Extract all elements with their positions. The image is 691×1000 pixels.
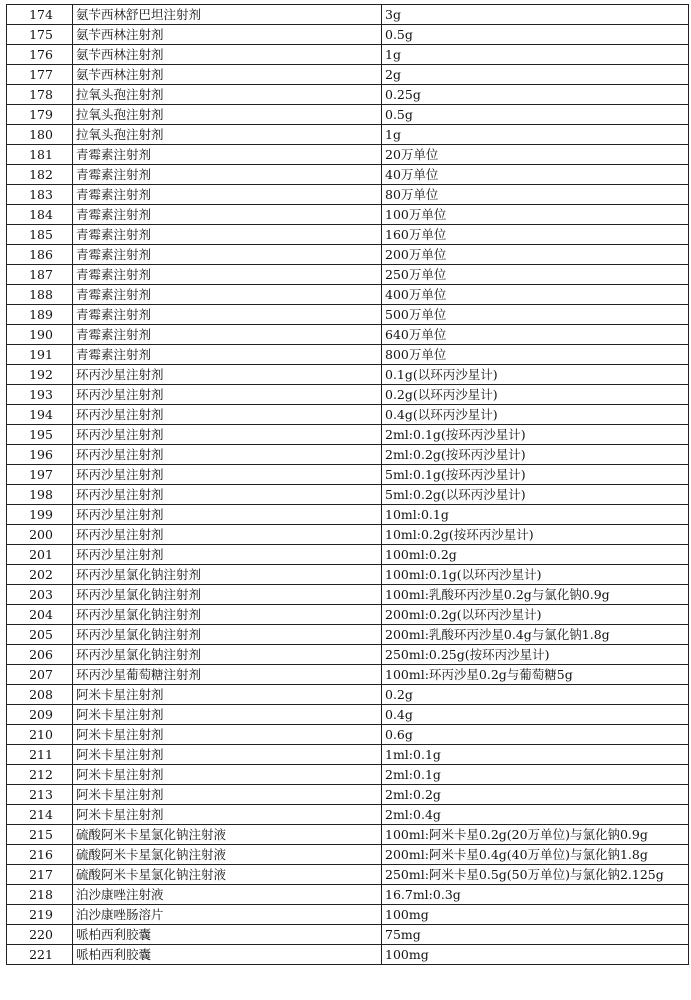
drug-name: 硫酸阿米卡星氯化钠注射液 [73, 825, 382, 845]
row-number: 195 [7, 425, 73, 445]
drug-spec: 0.2g(以环丙沙星计) [382, 385, 689, 405]
drug-spec: 250万单位 [382, 265, 689, 285]
drug-spec: 2ml:0.1g [382, 765, 689, 785]
drug-spec: 200ml:阿米卡星0.4g(40万单位)与氯化钠1.8g [382, 845, 689, 865]
row-number: 216 [7, 845, 73, 865]
drug-name: 环丙沙星氯化钠注射剂 [73, 625, 382, 645]
table-row [7, 325, 689, 345]
table-row [7, 845, 689, 865]
table-row [7, 945, 689, 965]
drug-name: 硫酸阿米卡星氯化钠注射液 [73, 865, 382, 885]
table-row [7, 505, 689, 525]
drug-name: 环丙沙星注射剂 [73, 485, 382, 505]
drug-spec: 100万单位 [382, 205, 689, 225]
drug-spec: 200万单位 [382, 245, 689, 265]
table-row [7, 765, 689, 785]
table-row [7, 785, 689, 805]
row-number: 184 [7, 205, 73, 225]
row-number: 175 [7, 25, 73, 45]
row-number: 178 [7, 85, 73, 105]
table-row [7, 825, 689, 845]
drug-spec: 100ml:阿米卡星0.2g(20万单位)与氯化钠0.9g [382, 825, 689, 845]
row-number: 206 [7, 645, 73, 665]
row-number: 212 [7, 765, 73, 785]
table-row [7, 345, 689, 365]
drug-name: 硫酸阿米卡星氯化钠注射液 [73, 845, 382, 865]
drug-name: 环丙沙星氯化钠注射剂 [73, 645, 382, 665]
drug-spec: 640万单位 [382, 325, 689, 345]
drug-name: 拉氧头孢注射剂 [73, 105, 382, 125]
drug-spec: 1ml:0.1g [382, 745, 689, 765]
table-row [7, 465, 689, 485]
drug-spec: 0.5g [382, 25, 689, 45]
drug-spec: 5ml:0.1g(按环丙沙星计) [382, 465, 689, 485]
drug-name: 环丙沙星注射剂 [73, 445, 382, 465]
drug-spec: 500万单位 [382, 305, 689, 325]
drug-name: 氨苄西林注射剂 [73, 25, 382, 45]
drug-name: 氨苄西林注射剂 [73, 65, 382, 85]
table-row [7, 205, 689, 225]
table-row [7, 365, 689, 385]
drug-spec: 0.6g [382, 725, 689, 745]
drug-spec: 2ml:0.2g [382, 785, 689, 805]
drug-name: 环丙沙星注射剂 [73, 465, 382, 485]
drug-spec: 10ml:0.2g(按环丙沙星计) [382, 525, 689, 545]
drug-name: 哌柏西利胶囊 [73, 925, 382, 945]
row-number: 188 [7, 285, 73, 305]
drug-name: 阿米卡星注射剂 [73, 745, 382, 765]
drug-name: 哌柏西利胶囊 [73, 945, 382, 965]
row-number: 203 [7, 585, 73, 605]
drug-spec: 200ml:0.2g(以环丙沙星计) [382, 605, 689, 625]
table-row [7, 405, 689, 425]
drug-spec: 100ml:0.2g [382, 545, 689, 565]
row-number: 205 [7, 625, 73, 645]
drug-spec: 100mg [382, 905, 689, 925]
row-number: 199 [7, 505, 73, 525]
drug-name: 环丙沙星注射剂 [73, 525, 382, 545]
row-number: 218 [7, 885, 73, 905]
drug-name: 青霉素注射剂 [73, 205, 382, 225]
drug-spec: 0.4g(以环丙沙星计) [382, 405, 689, 425]
drug-name: 拉氧头孢注射剂 [73, 85, 382, 105]
row-number: 221 [7, 945, 73, 965]
drug-spec: 0.4g [382, 705, 689, 725]
row-number: 202 [7, 565, 73, 585]
drug-spec: 2ml:0.1g(按环丙沙星计) [382, 425, 689, 445]
drug-name: 环丙沙星葡萄糖注射剂 [73, 665, 382, 685]
table-row [7, 605, 689, 625]
drug-spec: 1g [382, 125, 689, 145]
table-row [7, 865, 689, 885]
table-row [7, 805, 689, 825]
drug-spec: 160万单位 [382, 225, 689, 245]
table-row [7, 685, 689, 705]
row-number: 213 [7, 785, 73, 805]
drug-name: 阿米卡星注射剂 [73, 685, 382, 705]
table-row [7, 425, 689, 445]
drug-spec: 250ml:阿米卡星0.5g(50万单位)与氯化钠2.125g [382, 865, 689, 885]
drug-spec: 16.7ml:0.3g [382, 885, 689, 905]
table-row [7, 125, 689, 145]
table-row [7, 545, 689, 565]
drug-name: 环丙沙星氯化钠注射剂 [73, 605, 382, 625]
table-row [7, 485, 689, 505]
table-row [7, 585, 689, 605]
drug-name: 青霉素注射剂 [73, 185, 382, 205]
drug-spec: 1g [382, 45, 689, 65]
drug-spec-table [6, 4, 689, 965]
table-row [7, 285, 689, 305]
table-body [7, 5, 689, 965]
table-row [7, 25, 689, 45]
table-row [7, 185, 689, 205]
table-row [7, 705, 689, 725]
drug-name: 阿米卡星注射剂 [73, 705, 382, 725]
row-number: 190 [7, 325, 73, 345]
table-row [7, 385, 689, 405]
row-number: 210 [7, 725, 73, 745]
drug-name: 青霉素注射剂 [73, 145, 382, 165]
row-number: 193 [7, 385, 73, 405]
row-number: 174 [7, 5, 73, 25]
drug-name: 青霉素注射剂 [73, 345, 382, 365]
drug-spec: 40万单位 [382, 165, 689, 185]
row-number: 183 [7, 185, 73, 205]
drug-spec: 0.2g [382, 685, 689, 705]
drug-spec: 100ml:乳酸环丙沙星0.2g与氯化钠0.9g [382, 585, 689, 605]
table-row [7, 885, 689, 905]
row-number: 181 [7, 145, 73, 165]
drug-spec: 2ml:0.4g [382, 805, 689, 825]
table-row [7, 105, 689, 125]
table-row [7, 645, 689, 665]
table-row [7, 45, 689, 65]
table-row [7, 525, 689, 545]
table-row [7, 565, 689, 585]
drug-name: 环丙沙星注射剂 [73, 425, 382, 445]
drug-name: 青霉素注射剂 [73, 225, 382, 245]
drug-name: 环丙沙星氯化钠注射剂 [73, 565, 382, 585]
row-number: 209 [7, 705, 73, 725]
drug-name: 氨苄西林舒巴坦注射剂 [73, 5, 382, 25]
table-row [7, 625, 689, 645]
drug-spec: 800万单位 [382, 345, 689, 365]
row-number: 200 [7, 525, 73, 545]
drug-name: 阿米卡星注射剂 [73, 785, 382, 805]
row-number: 179 [7, 105, 73, 125]
drug-name: 环丙沙星注射剂 [73, 545, 382, 565]
drug-name: 环丙沙星氯化钠注射剂 [73, 585, 382, 605]
drug-name: 青霉素注射剂 [73, 245, 382, 265]
table-row [7, 5, 689, 25]
drug-spec: 0.25g [382, 85, 689, 105]
row-number: 197 [7, 465, 73, 485]
row-number: 196 [7, 445, 73, 465]
row-number: 186 [7, 245, 73, 265]
drug-spec: 100mg [382, 945, 689, 965]
row-number: 204 [7, 605, 73, 625]
drug-name: 环丙沙星注射剂 [73, 405, 382, 425]
table-row [7, 165, 689, 185]
table-row [7, 665, 689, 685]
row-number: 220 [7, 925, 73, 945]
row-number: 192 [7, 365, 73, 385]
drug-spec: 5ml:0.2g(以环丙沙星计) [382, 485, 689, 505]
row-number: 208 [7, 685, 73, 705]
row-number: 187 [7, 265, 73, 285]
drug-name: 环丙沙星注射剂 [73, 385, 382, 405]
drug-spec: 100ml:0.1g(以环丙沙星计) [382, 565, 689, 585]
row-number: 191 [7, 345, 73, 365]
drug-spec: 80万单位 [382, 185, 689, 205]
row-number: 219 [7, 905, 73, 925]
drug-name: 环丙沙星注射剂 [73, 365, 382, 385]
row-number: 180 [7, 125, 73, 145]
drug-spec: 100ml:环丙沙星0.2g与葡萄糖5g [382, 665, 689, 685]
drug-spec: 250ml:0.25g(按环丙沙星计) [382, 645, 689, 665]
drug-spec: 2ml:0.2g(按环丙沙星计) [382, 445, 689, 465]
drug-name: 泊沙康唑注射液 [73, 885, 382, 905]
drug-name: 环丙沙星注射剂 [73, 505, 382, 525]
drug-spec: 3g [382, 5, 689, 25]
drug-name: 青霉素注射剂 [73, 265, 382, 285]
row-number: 215 [7, 825, 73, 845]
row-number: 189 [7, 305, 73, 325]
row-number: 198 [7, 485, 73, 505]
drug-spec: 400万单位 [382, 285, 689, 305]
row-number: 211 [7, 745, 73, 765]
row-number: 217 [7, 865, 73, 885]
drug-spec: 75mg [382, 925, 689, 945]
table-row [7, 85, 689, 105]
row-number: 185 [7, 225, 73, 245]
table-row [7, 145, 689, 165]
table-row [7, 905, 689, 925]
drug-spec: 2g [382, 65, 689, 85]
table-row [7, 225, 689, 245]
row-number: 176 [7, 45, 73, 65]
table-row [7, 745, 689, 765]
row-number: 194 [7, 405, 73, 425]
table-row [7, 445, 689, 465]
drug-spec: 20万单位 [382, 145, 689, 165]
drug-name: 青霉素注射剂 [73, 165, 382, 185]
drug-name: 泊沙康唑肠溶片 [73, 905, 382, 925]
drug-name: 青霉素注射剂 [73, 285, 382, 305]
drug-spec: 0.1g(以环丙沙星计) [382, 365, 689, 385]
drug-name: 青霉素注射剂 [73, 305, 382, 325]
row-number: 214 [7, 805, 73, 825]
table-row [7, 725, 689, 745]
table-row [7, 305, 689, 325]
row-number: 177 [7, 65, 73, 85]
drug-spec: 200ml:乳酸环丙沙星0.4g与氯化钠1.8g [382, 625, 689, 645]
drug-spec: 10ml:0.1g [382, 505, 689, 525]
drug-name: 阿米卡星注射剂 [73, 805, 382, 825]
drug-spec: 0.5g [382, 105, 689, 125]
row-number: 207 [7, 665, 73, 685]
drug-name: 拉氧头孢注射剂 [73, 125, 382, 145]
drug-name: 阿米卡星注射剂 [73, 765, 382, 785]
table-row [7, 265, 689, 285]
table-row [7, 245, 689, 265]
drug-name: 青霉素注射剂 [73, 325, 382, 345]
table-row [7, 925, 689, 945]
drug-name: 氨苄西林注射剂 [73, 45, 382, 65]
drug-name: 阿米卡星注射剂 [73, 725, 382, 745]
row-number: 201 [7, 545, 73, 565]
table-row [7, 65, 689, 85]
row-number: 182 [7, 165, 73, 185]
